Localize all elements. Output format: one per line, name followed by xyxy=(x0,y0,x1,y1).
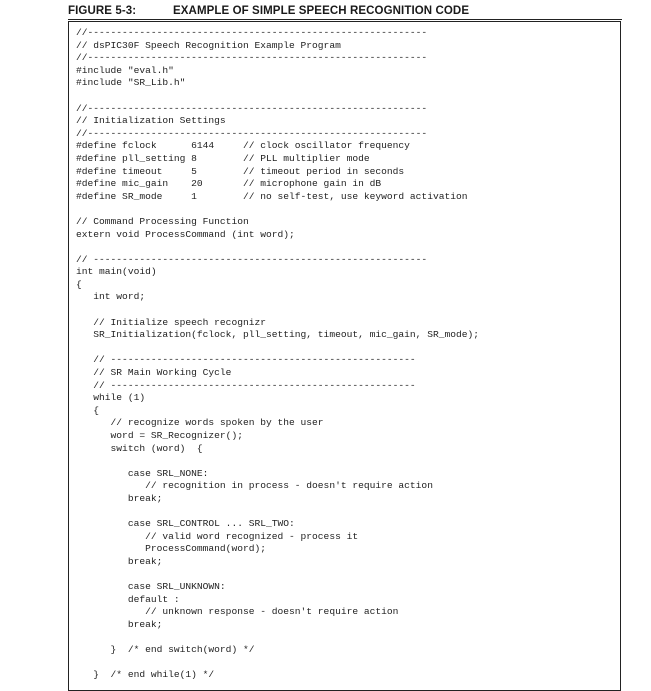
code-line: SR_Initialization(fclock, pll_setting, timeout, mic_gain, SR_mode); xyxy=(76,329,480,341)
code-line xyxy=(76,203,479,216)
figure-header xyxy=(68,3,622,20)
code-line: switch (word) { xyxy=(76,442,203,454)
code-line xyxy=(76,90,479,103)
code-line: #define fclock 6144 // clock oscillator frequency xyxy=(76,140,410,152)
code-line: // Initialization Settings xyxy=(76,115,226,127)
code-line: #include "SR_Lib.h" xyxy=(76,77,186,89)
code-line xyxy=(76,632,479,645)
figure-label: FIGURE 5-3: xyxy=(68,5,137,17)
code-line: word = SR_Recognizer(); xyxy=(76,430,243,441)
code-line xyxy=(76,506,479,519)
code-line: break; xyxy=(76,555,163,567)
code-line xyxy=(76,342,479,355)
code-line: int main(void) xyxy=(76,266,157,278)
code-line: case SRL_CONTROL ... SRL_TWO: xyxy=(76,518,295,530)
figure-title: EXAMPLE OF SIMPLE SPEECH RECOGNITION CODE xyxy=(173,5,470,17)
code-line: break; xyxy=(76,492,163,504)
code-line: //----------------------------------------------------------- xyxy=(76,127,428,139)
code-line: #define pll_setting 8 // PLL multiplier mode xyxy=(76,152,370,164)
code-line: default : xyxy=(76,593,180,605)
code-line: // SR Main Working Cycle xyxy=(76,367,232,379)
code-line: //----------------------------------------------------------- xyxy=(76,27,428,38)
code-line: #define SR_mode 1 // no self-test, use keyword activation xyxy=(76,190,468,202)
code-line: #define mic_gain 20 // microphone gain in dB xyxy=(76,178,382,190)
code-line: // ----------------------------------------------------- xyxy=(76,379,416,391)
code-listing xyxy=(76,27,479,682)
code-listing-box xyxy=(68,21,621,691)
code-line: ProcessCommand(word); xyxy=(76,543,266,555)
code-line: // ---------------------------------------------------------- xyxy=(76,253,428,265)
code-line xyxy=(76,455,479,468)
code-line: { xyxy=(76,404,100,416)
code-line: while (1) xyxy=(76,392,146,404)
code-line xyxy=(76,241,479,254)
code-line: // recognize words spoken by the user xyxy=(76,417,324,429)
code-line: { xyxy=(76,278,82,290)
code-line: } /* end switch(word) */ xyxy=(76,644,255,656)
code-line: break; xyxy=(76,618,163,630)
code-line: // recognition in process - doesn't require action xyxy=(76,480,433,492)
code-line: // ----------------------------------------------------- xyxy=(76,354,416,366)
code-line: // unknown response - doesn't require action xyxy=(76,606,399,618)
code-line xyxy=(76,304,479,317)
code-line: case SRL_NONE: xyxy=(76,467,209,479)
code-line: #include "eval.h" xyxy=(76,64,174,76)
code-line: // valid word recognized - process it xyxy=(76,530,359,542)
code-line: // dsPIC30F Speech Recognition Example Program xyxy=(76,39,341,51)
code-line: int word; xyxy=(76,291,146,303)
code-line: #define timeout 5 // timeout period in seconds xyxy=(76,165,405,177)
code-line: } /* end while(1) */ xyxy=(76,669,215,681)
code-line: // Command Processing Function xyxy=(76,215,249,227)
code-line: //----------------------------------------------------------- xyxy=(76,102,428,114)
code-line: case SRL_UNKNOWN: xyxy=(76,581,226,593)
code-line xyxy=(76,657,479,670)
code-line: // Initialize speech recognizr xyxy=(76,316,266,328)
code-line: //----------------------------------------------------------- xyxy=(76,52,428,64)
code-line xyxy=(76,569,479,582)
code-line: extern void ProcessCommand (int word); xyxy=(76,228,295,240)
